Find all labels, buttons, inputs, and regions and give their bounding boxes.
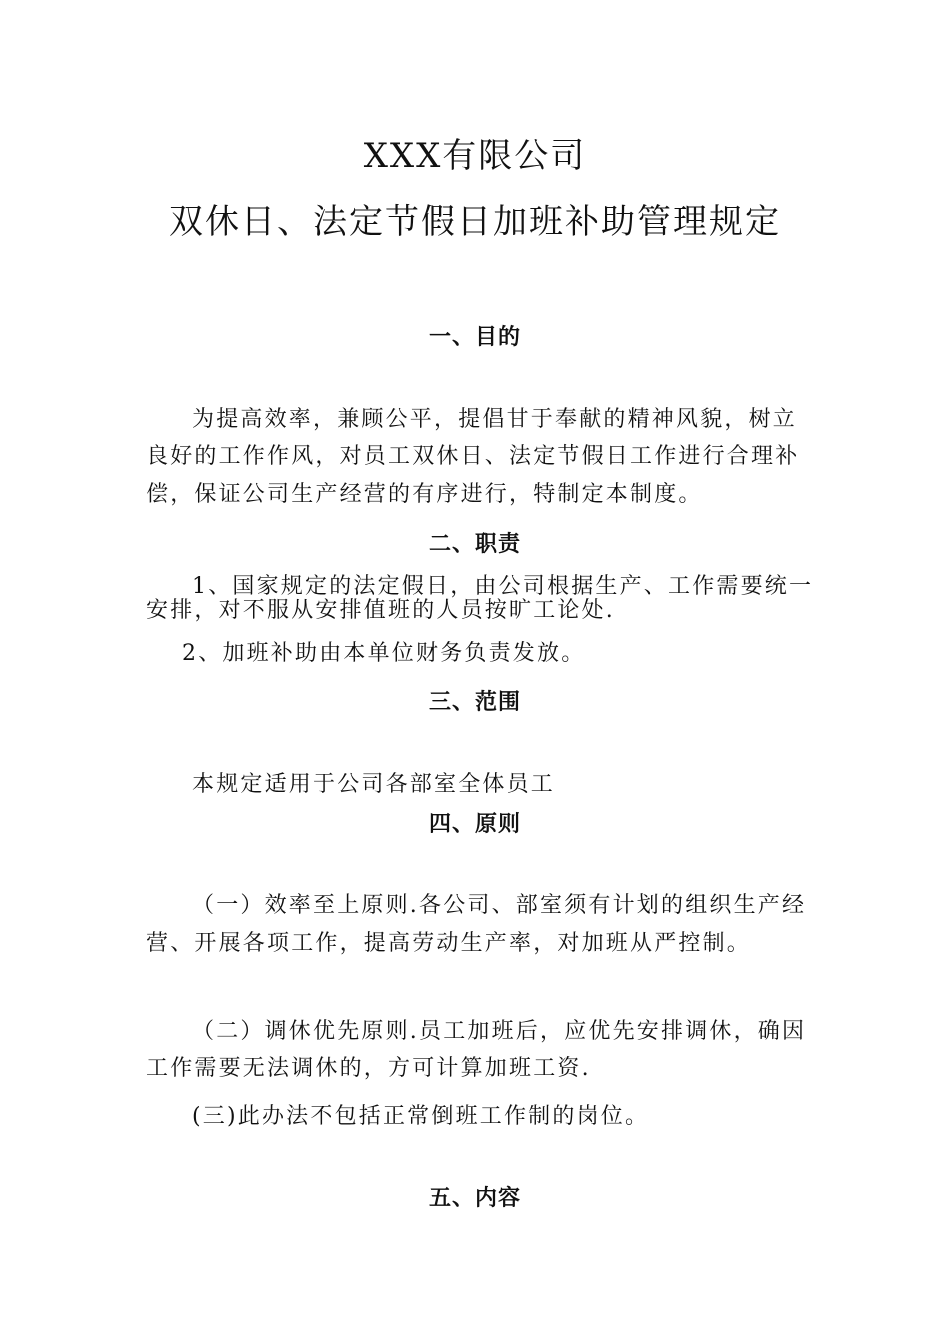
document-title-company: XXX有限公司	[363, 136, 587, 176]
principle-2-line: 工作需要无法调休的，方可计算加班工资.	[146, 1056, 591, 1081]
section-heading-content: 五、内容	[428, 1186, 521, 1211]
purpose-paragraph-line: 偿，保证公司生产经营的有序进行，特制定本制度。	[146, 482, 703, 507]
principle-3: (三)此办法不包括正常倒班工作制的岗位。	[192, 1104, 650, 1129]
section-heading-principles: 四、原则	[428, 812, 521, 837]
responsibility-item-1-line: 1、国家规定的法定假日，由公司根据生产、工作需要统一	[192, 574, 814, 599]
principle-2-line: （二）调休优先原则.员工加班后，应优先安排调休，确因	[192, 1019, 807, 1044]
principle-1-line: 营、开展各项工作，提高劳动生产率，对加班从严控制。	[146, 931, 752, 956]
section-heading-scope: 三、范围	[428, 690, 521, 715]
purpose-paragraph-line: 良好的工作作风，对员工双休日、法定节假日工作进行合理补	[146, 444, 800, 469]
document-title-regulation: 双休日、法定节假日加班补助管理规定	[169, 202, 781, 242]
purpose-paragraph-line: 为提高效率，兼顾公平，提倡甘于奉献的精神风貌，树立	[192, 407, 798, 432]
scope-text: 本规定适用于公司各部室全体员工	[192, 772, 556, 797]
principle-1-line: （一）效率至上原则.各公司、部室须有计划的组织生产经	[192, 893, 807, 918]
section-heading-purpose: 一、目的	[428, 325, 521, 350]
responsibility-item-1-line: 安排，对不服从安排值班的人员按旷工论处.	[146, 598, 615, 623]
section-heading-responsibilities: 二、职责	[428, 532, 521, 557]
responsibility-item-2: 2、加班补助由本单位财务负责发放。	[182, 641, 586, 666]
